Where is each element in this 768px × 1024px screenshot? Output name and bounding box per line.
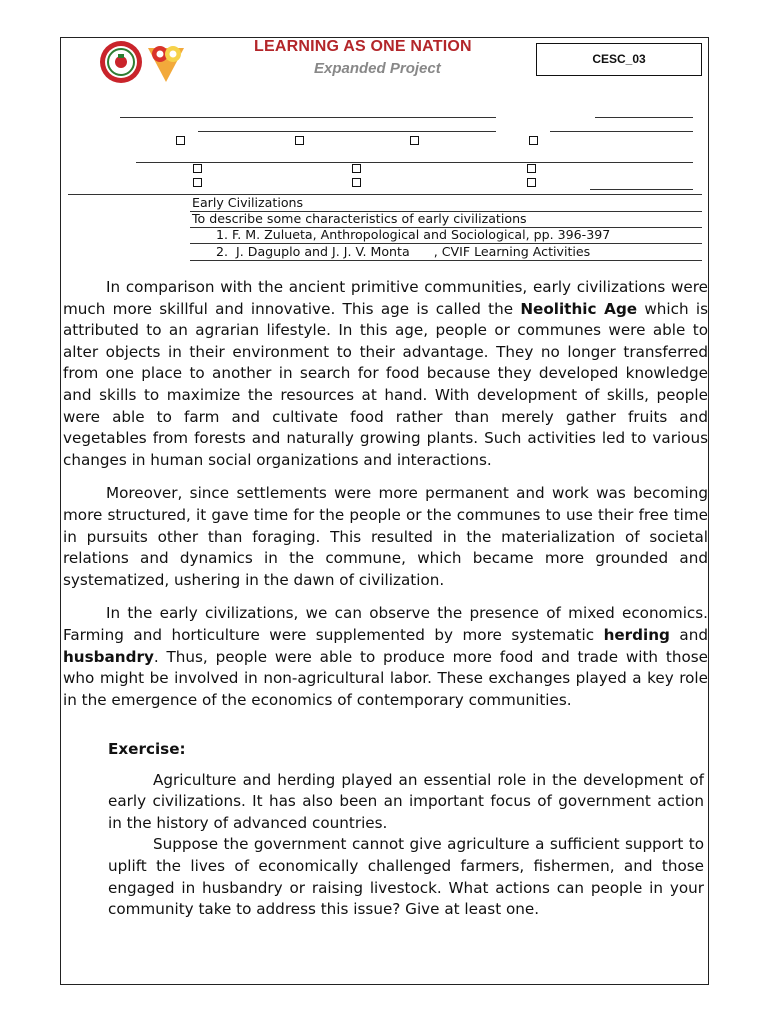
- blank-line: [136, 162, 693, 163]
- school-seal-logo: [99, 40, 143, 84]
- checkbox[interactable]: [352, 164, 361, 173]
- blank-line: [68, 194, 702, 195]
- exercise-heading: Exercise:: [108, 740, 186, 758]
- paragraph-3: In the early civilizations, we can observe the presence of mixed economics. Farming and horticulture were supplemented by more systematic herding and husbandry. Thus, people were able to produce more food and trade with those who might be involved in non-agricultural labor. These exchanges played a key role in the emergence of the economics of contemporary communities.: [63, 604, 708, 709]
- lesson-body: [63, 277, 708, 723]
- lesson-objective: To describe some characteristics of early civilizations: [192, 211, 527, 226]
- checkbox[interactable]: [527, 178, 536, 187]
- reference-2: 2. J. Daguplo and J. J. V. Monta , CVIF Learning Activities: [216, 244, 591, 259]
- term-herding: herding: [603, 625, 670, 644]
- term-husbandry: husbandry: [63, 647, 154, 666]
- blank-line: [590, 189, 693, 190]
- lesson-title: Early Civilizations: [192, 195, 304, 210]
- exercise-paragraph-1: Agriculture and herding played an essential role in the development of early civilizations. It has also been an important focus of government action in the history of advanced countries.: [108, 770, 704, 832]
- exercise-section: [108, 739, 704, 921]
- divider: [190, 260, 702, 261]
- blank-line: [198, 131, 496, 132]
- checkbox[interactable]: [193, 178, 202, 187]
- lesson-code-box: CESC_03: [536, 43, 702, 76]
- checkbox[interactable]: [352, 178, 361, 187]
- checkbox[interactable]: [529, 136, 538, 145]
- exercise-paragraph-2: Suppose the government cannot give agriculture a sufficient support to uplift the lives of economically challenged farmers, fishermen, and those engaged in husbandry or raising livestock. What actions can people in your community take to address this issue? Give at least one.: [108, 835, 704, 919]
- reference-1: 1. F. M. Zulueta, Anthropological and Sociological, pp. 396-397: [216, 227, 611, 242]
- blank-line: [595, 117, 693, 118]
- paragraph-1: In comparison with the ancient primitive communities, early civilizations were much more skillful and innovative. This age is called the Neolithic Age which is attributed to an agrarian lifestyle. In this age, people or communes were able to alter objects in their environment to their advantage. They no longer transferred from one place to another in search for food because they developed knowledge and skills to maximize the resources at hand. With development of skills, people were able to farm and cultivate food rather than merely gather fruits and vegetables from forests and naturally growing plants. Such activities led to various changes in human social organizations and interactions.: [63, 278, 709, 469]
- program-title: LEARNING AS ONE NATION: [254, 38, 472, 55]
- blank-line: [120, 117, 496, 118]
- checkbox[interactable]: [176, 136, 185, 145]
- checkbox[interactable]: [295, 136, 304, 145]
- blank-line: [550, 131, 693, 132]
- program-subtitle: Expanded Project: [314, 60, 441, 77]
- checkbox[interactable]: [410, 136, 419, 145]
- deped-logo: [144, 40, 188, 84]
- term-neolithic-age: Neolithic Age: [520, 299, 638, 318]
- checkbox[interactable]: [193, 164, 202, 173]
- paragraph-2: Moreover, since settlements were more permanent and work was becoming more structured, it gave time for the people or the communes to use their free time in pursuits other than foraging. This resulted in the materialization of societal relations and dynamics in the commune, which became more grounded and systematized, ushering in the dawn of civilization.: [63, 484, 708, 589]
- checkbox[interactable]: [527, 164, 536, 173]
